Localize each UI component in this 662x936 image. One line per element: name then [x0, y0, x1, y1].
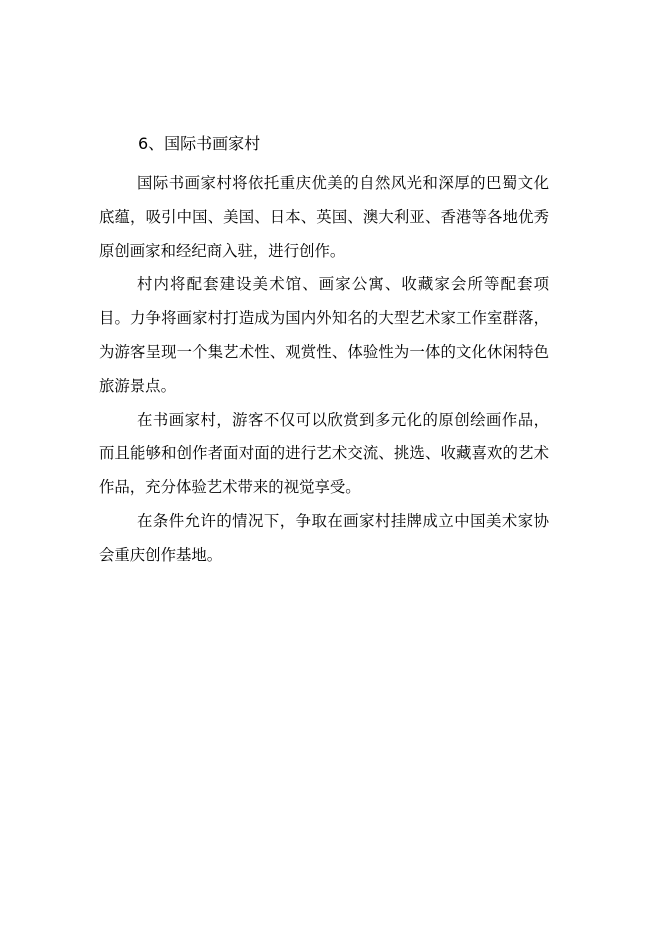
paragraph-intro: 国际书画家村将依托重庆优美的自然风光和深厚的巴蜀文化底蕴，吸引中国、美国、日本、英国、澳大利亚、香港等各地优秀原创画家和经纪商入驻，进行创作。: [99, 174, 549, 260]
document-body: [99, 129, 549, 573]
paragraph-facilities: 村内将配套建设美术馆、画家公寓、收藏家会所等配套项目。力争将画家村打造成为国内外知名的大型艺术家工作室群落，为游客呈现一个集艺术性、观赏性、体验性为一体的文化休闲特色旅游景点。: [99, 275, 549, 395]
paragraph-base: 在条件允许的情况下，争取在画家村挂牌成立中国美术家协会重庆创作基地。: [99, 511, 549, 564]
section-heading: 6、国际书画家村: [138, 134, 261, 153]
paragraph-experience: 在书画家村，游客不仅可以欣赏到多元化的原创绘画作品，而且能够和创作者面对面的进行艺术交流、挑选、收藏喜欢的艺术作品，充分体验艺术带来的视觉享受。: [99, 410, 549, 497]
